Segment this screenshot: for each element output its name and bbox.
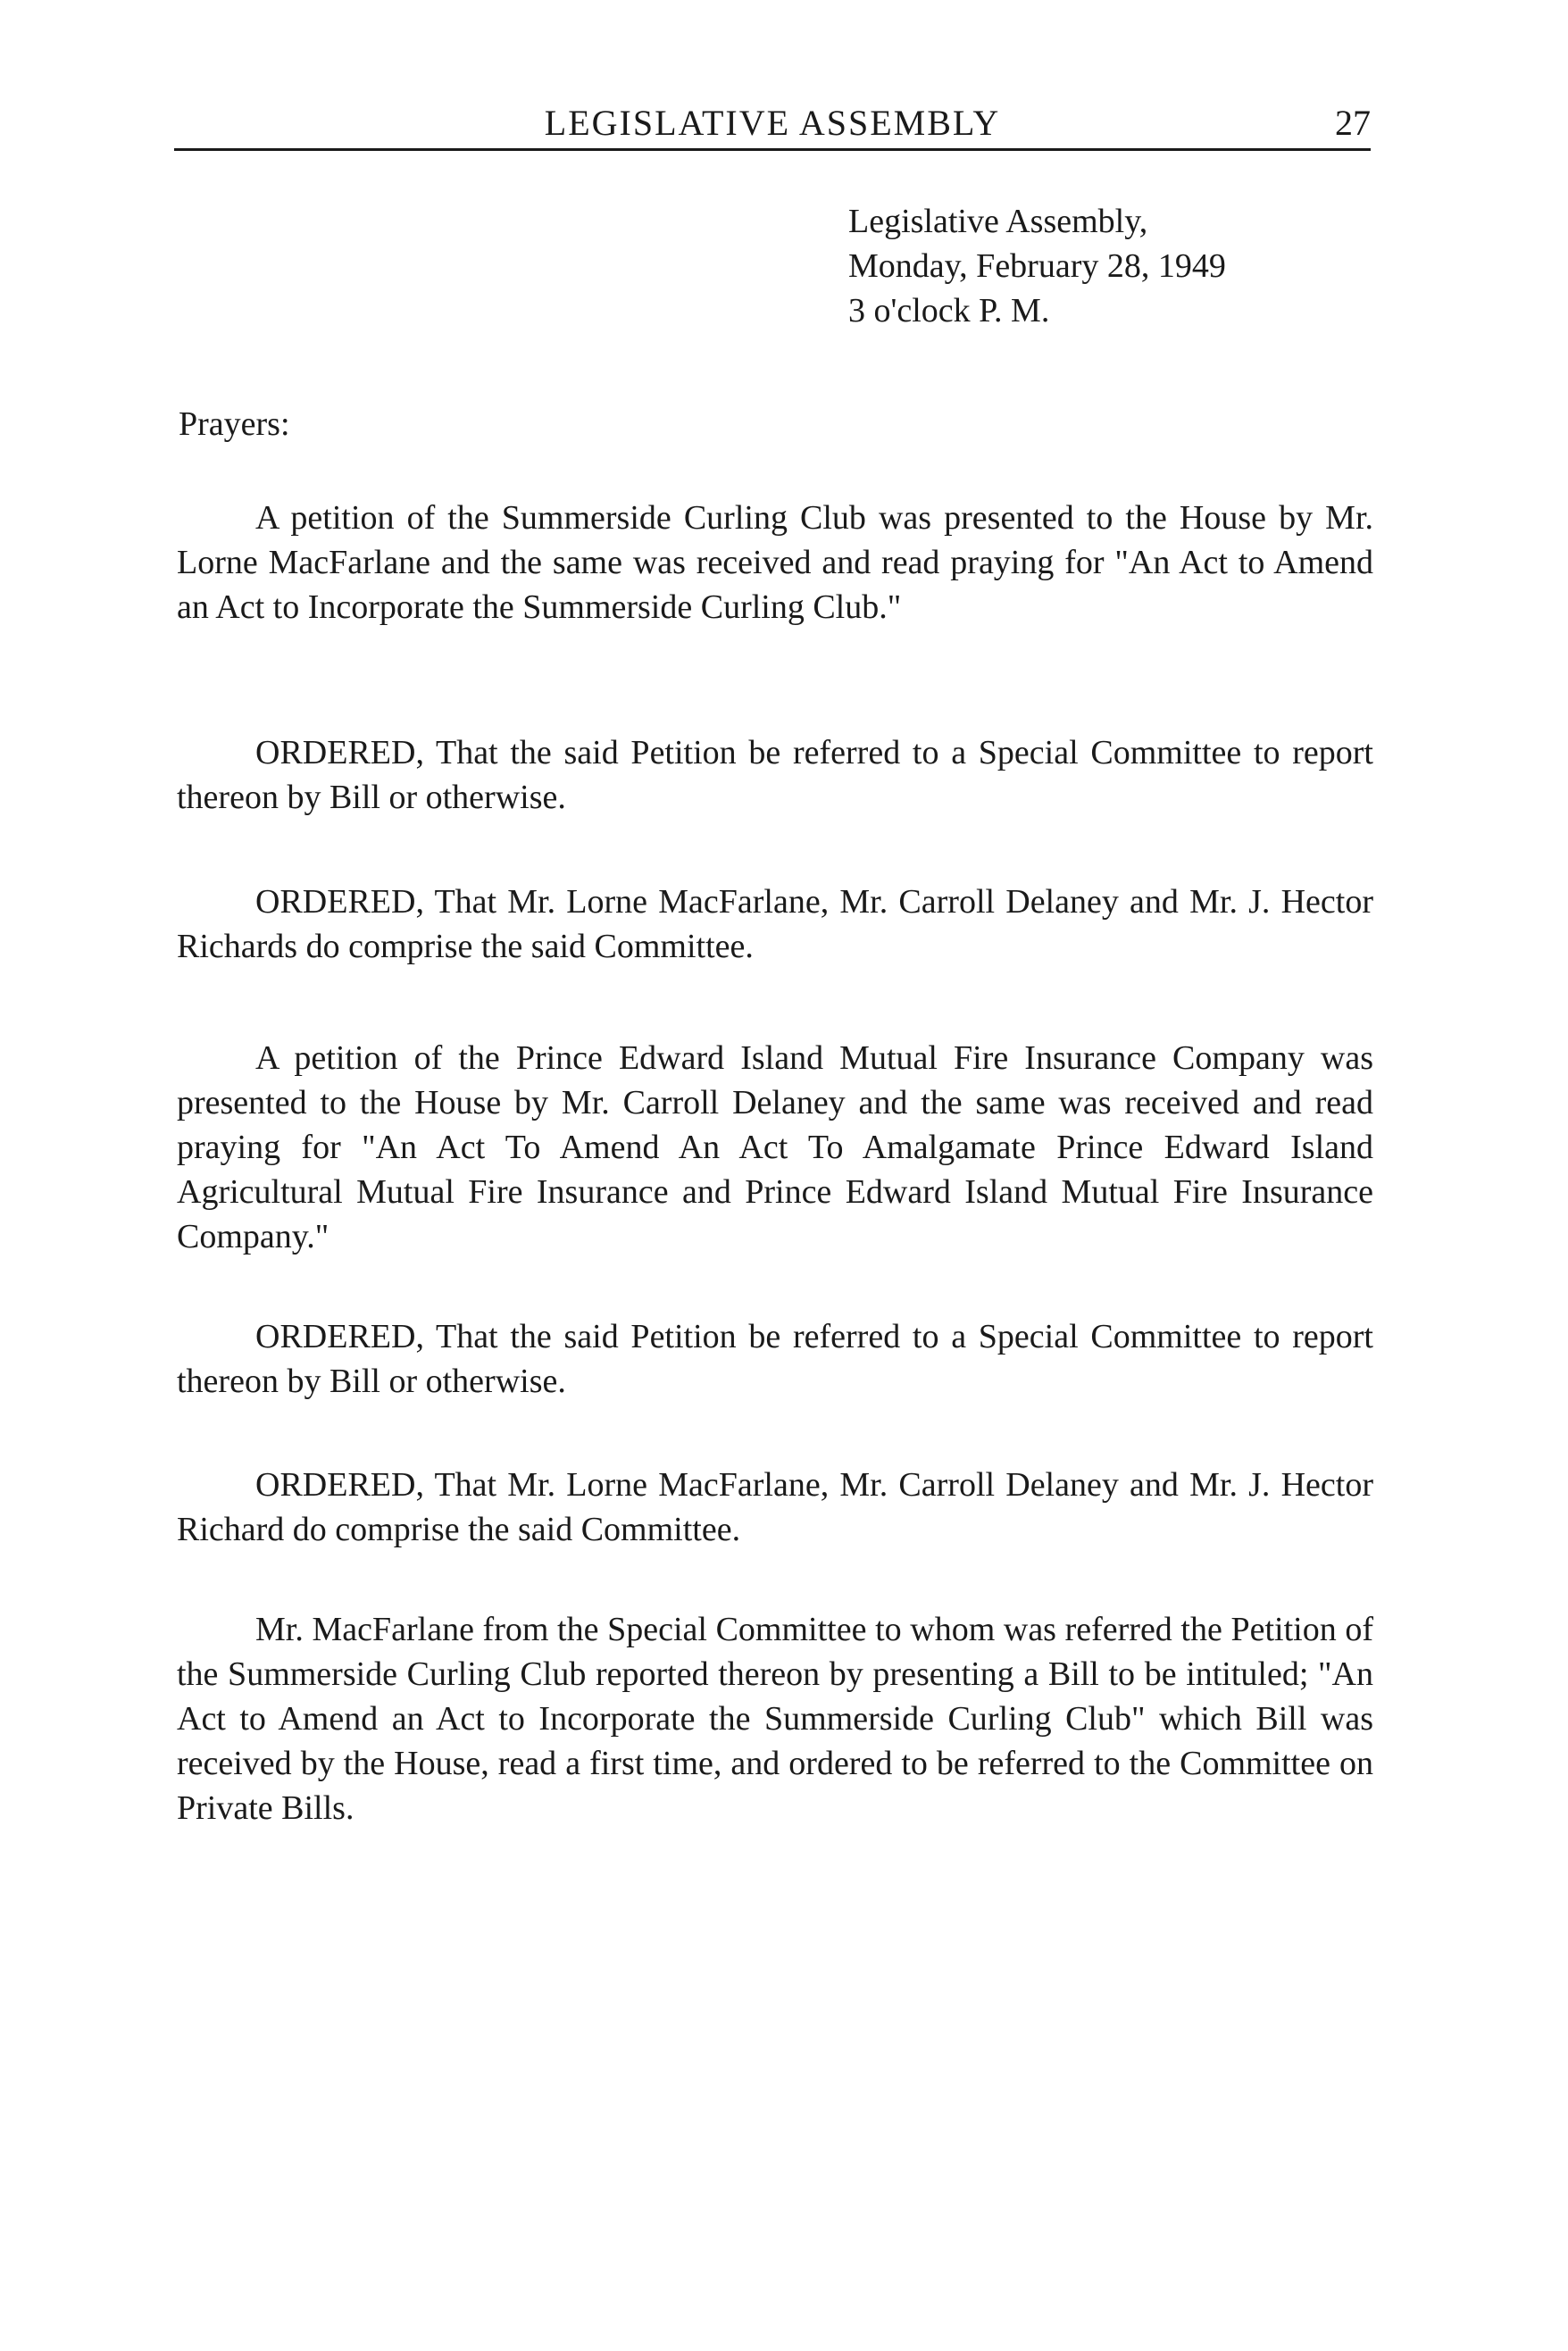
dateline-time: 3 o'clock P. M. [848, 292, 1050, 329]
dateline-assembly: Legislative Assembly, [848, 203, 1148, 240]
prayers-heading: Prayers: [179, 405, 290, 443]
paragraph-committee-report: Mr. MacFarlane from the Special Committee to whom was referred the Petition of the Summerside Curling Club reported thereon by presenting a Bill to be intituled; "An Act to Amend an Act to Incorporate the Summerside Curling Club" which Bill was received by the House, read a first time, and ordered to be referred to the Committee on Private Bills. [177, 1611, 1373, 1827]
paragraph-ordered-committee-2: ORDERED, That Mr. Lorne MacFarlane, Mr. Carroll Delaney and Mr. J. Hector Richard do comprise the said Committee. [177, 1466, 1373, 1548]
dateline-date: Monday, February 28, 1949 [848, 247, 1226, 285]
header-title: LEGISLATIVE ASSEMBLY [544, 103, 1001, 143]
running-header [174, 96, 1371, 152]
dateline [848, 199, 1226, 333]
paragraph-insurance-petition: A petition of the Prince Edward Island Mutual Fire Insurance Company was presented to the House by Mr. Carroll Delaney and the same was received and read praying for "An Act To Amend An Act To Amalgamate Prince Edward Island Agricultural Mutual Fire Insurance and Prince Edward Island Mutual Fire Insurance Company." [177, 1039, 1373, 1255]
paragraph-ordered-committee-1: ORDERED, That Mr. Lorne MacFarlane, Mr. Carroll Delaney and Mr. J. Hector Richards do comprise the said Committee. [177, 883, 1373, 965]
paragraph-curling-petition: A petition of the Summerside Curling Club was presented to the House by Mr. Lorne MacFarlane and the same was received and read praying for "An Act to Amend an Act to Incorporate the Summerside Curling Club." [177, 499, 1373, 626]
page-number: 27 [1335, 103, 1371, 143]
paragraph-ordered-referral-2: ORDERED, That the said Petition be referred to a Special Committee to report thereon by Bill or otherwise. [177, 1318, 1373, 1400]
header-rule [174, 148, 1371, 151]
paragraph-ordered-referral-1: ORDERED, That the said Petition be referred to a Special Committee to report thereon by Bill or otherwise. [177, 734, 1373, 816]
